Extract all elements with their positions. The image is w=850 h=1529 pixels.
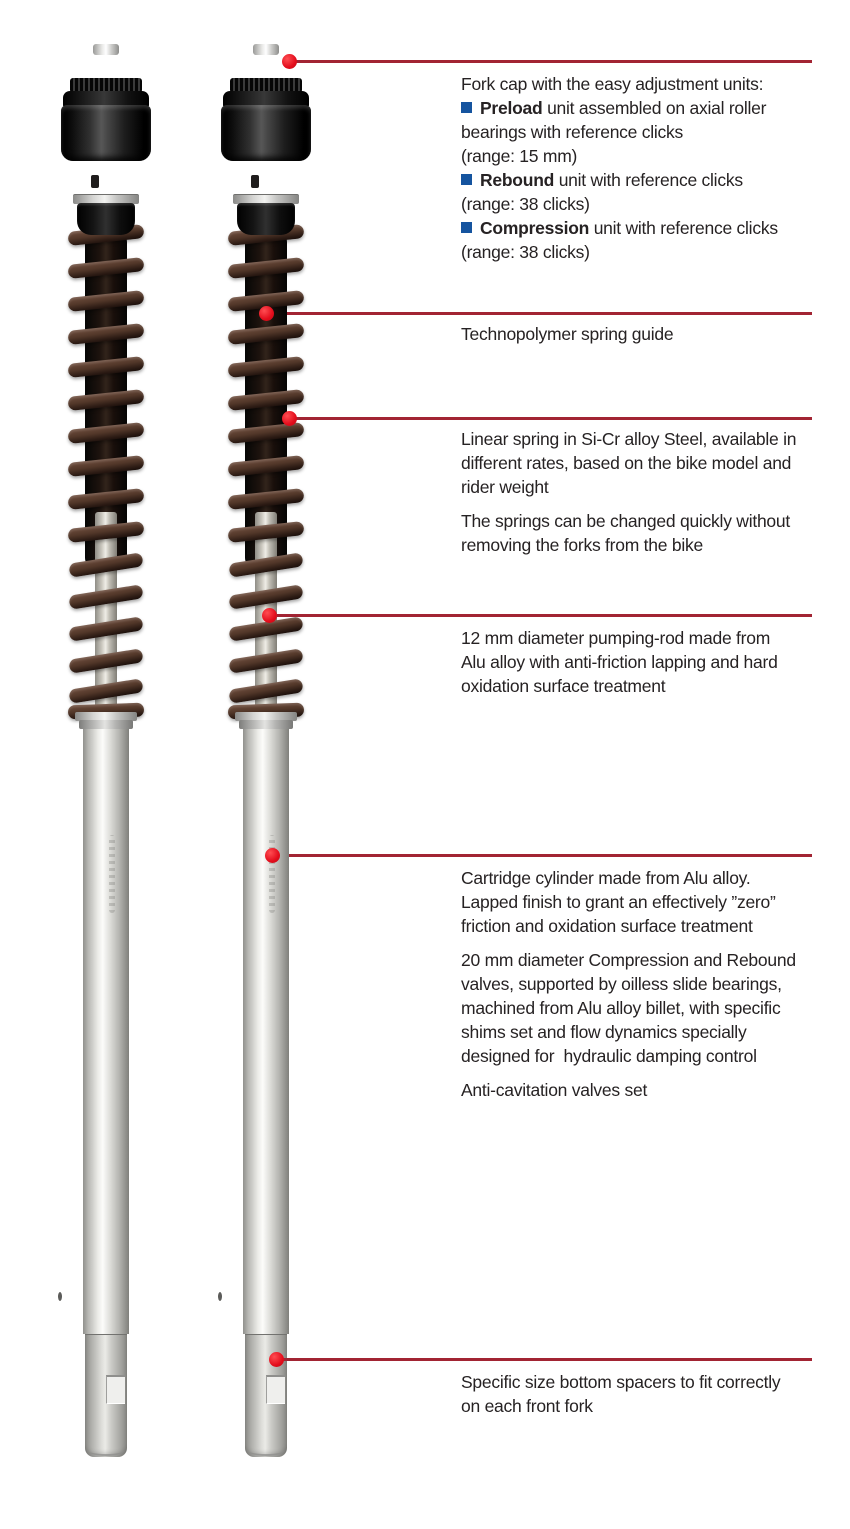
spacer-notch <box>266 1375 285 1404</box>
callout-text-line <box>461 674 778 698</box>
spacer-notch <box>106 1375 125 1404</box>
callout-text-segment: unit with reference clicks <box>589 218 778 238</box>
callout-text-segment: (range: 15 mm) <box>461 146 578 166</box>
callout-text-segment: bearings with reference clicks <box>461 122 684 142</box>
callout-text-segment: Alu alloy with anti-friction lapping and hard <box>461 652 778 672</box>
spring-seat <box>77 203 135 235</box>
callout-line <box>273 854 812 857</box>
callout-text-line <box>461 866 796 890</box>
callout-text-segment: Linear spring in Si-Cr alloy Steel, available in <box>461 429 797 449</box>
callout-text-line <box>461 996 796 1020</box>
callout-dot <box>269 1352 284 1367</box>
callout-text-line <box>461 1394 780 1418</box>
bullet-square-icon <box>461 102 472 113</box>
callout-text-line <box>461 1370 780 1394</box>
callout-text-segment: removing the forks from the bike <box>461 535 703 555</box>
bold-term: Rebound <box>480 170 555 190</box>
bullet-square-icon <box>461 174 472 185</box>
bottom-spacer <box>85 1333 127 1457</box>
callout-text-segment: unit assembled on axial roller <box>542 98 767 118</box>
callout-text-segment: shims set and flow dynamics specially <box>461 1022 747 1042</box>
spring-seat <box>237 203 295 235</box>
engraving-mark <box>269 835 275 913</box>
callout-dot <box>262 608 277 623</box>
callout-text-segment: 20 mm diameter Compression and Rebound <box>461 950 796 970</box>
callout-text-segment: 12 mm diameter pumping-rod made from <box>461 628 771 648</box>
callout-text-line <box>461 96 778 120</box>
callout-text <box>461 72 778 264</box>
fork-cartridge-left <box>56 42 156 1462</box>
callout-text-line <box>461 475 796 499</box>
callout-text-segment: (range: 38 clicks) <box>461 194 590 214</box>
callout-text-segment: The springs can be changed quickly without <box>461 511 791 531</box>
bold-term: Preload <box>480 98 543 118</box>
callout-text <box>461 322 673 346</box>
callout-text-line <box>461 192 778 216</box>
callout-text-line <box>461 972 796 996</box>
callout-text-segment: machined from Alu alloy billet, with specific <box>461 998 781 1018</box>
bullet-square-icon <box>461 222 472 233</box>
callout-text-line <box>461 509 796 533</box>
callout-text-segment: rider weight <box>461 477 549 497</box>
callout-line <box>290 60 812 63</box>
bottom-spacer <box>245 1333 287 1457</box>
callout-text-line <box>461 914 796 938</box>
callout-text-line <box>461 427 796 451</box>
bold-term: Compression <box>480 218 590 238</box>
callout-text-segment: Cartridge cylinder made from Alu alloy. <box>461 868 751 888</box>
callout-text-line <box>461 144 778 168</box>
callout-text-segment: Specific size bottom spacers to fit correctly <box>461 1372 781 1392</box>
callout-dot <box>265 848 280 863</box>
callout-line <box>270 614 812 617</box>
callout-text-segment: on each front fork <box>461 1396 593 1416</box>
callout-text-line <box>461 1044 796 1068</box>
vent-hole-edge <box>218 1292 222 1301</box>
callout-text <box>461 1370 780 1418</box>
callout-text-segment: different rates, based on the bike model and <box>461 453 792 473</box>
spacer-end-rim <box>87 1444 125 1456</box>
vent-hole-edge <box>58 1292 62 1301</box>
callout-text-line <box>461 890 796 914</box>
callout-line <box>290 417 812 420</box>
callout-text <box>461 626 778 698</box>
callout-text-line <box>461 451 796 475</box>
callout-text-line <box>461 168 778 192</box>
hex-lock-nut <box>239 720 293 729</box>
callout-text-segment: oxidation surface treatment <box>461 676 666 696</box>
callout-dot <box>282 54 297 69</box>
callout-text-line <box>461 240 778 264</box>
callout-line <box>267 312 812 315</box>
callout-text-segment: Technopolymer spring guide <box>461 324 674 344</box>
callout-text-line <box>461 626 778 650</box>
callout-dot <box>282 411 297 426</box>
callout-text-line <box>461 1020 796 1044</box>
callout-text <box>461 427 796 557</box>
cartridge-cylinder <box>83 728 129 1334</box>
callout-text-segment: Fork cap with the easy adjustment units: <box>461 74 764 94</box>
spacer-end-rim <box>247 1444 285 1456</box>
callout-text-line <box>461 1078 796 1102</box>
callout-text-segment: friction and oxidation surface treatment <box>461 916 753 936</box>
callout-text-line <box>461 322 673 346</box>
callout-text-segment: Anti-cavitation valves set <box>461 1080 648 1100</box>
callout-text-segment: (range: 38 clicks) <box>461 242 590 262</box>
callout-text-line <box>461 216 778 240</box>
callout-text-line <box>461 533 796 557</box>
callout-line <box>277 1358 812 1361</box>
callout-text-segment: designed for hydraulic damping control <box>461 1046 757 1066</box>
callout-text-line <box>461 120 778 144</box>
callout-dot <box>259 306 274 321</box>
callout-text-segment: Lapped finish to grant an effectively ”zero” <box>461 892 776 912</box>
callout-text-segment: valves, supported by oilless slide bearings, <box>461 974 782 994</box>
callout-text-segment: unit with reference clicks <box>554 170 743 190</box>
hex-lock-nut <box>79 720 133 729</box>
callout-text-line <box>461 72 778 96</box>
callout-text-line <box>461 948 796 972</box>
engraving-mark <box>109 835 115 913</box>
cartridge-cylinder <box>243 728 289 1334</box>
fork-cartridge-right <box>216 42 316 1462</box>
callout-text-line <box>461 650 778 674</box>
callout-text <box>461 866 796 1102</box>
